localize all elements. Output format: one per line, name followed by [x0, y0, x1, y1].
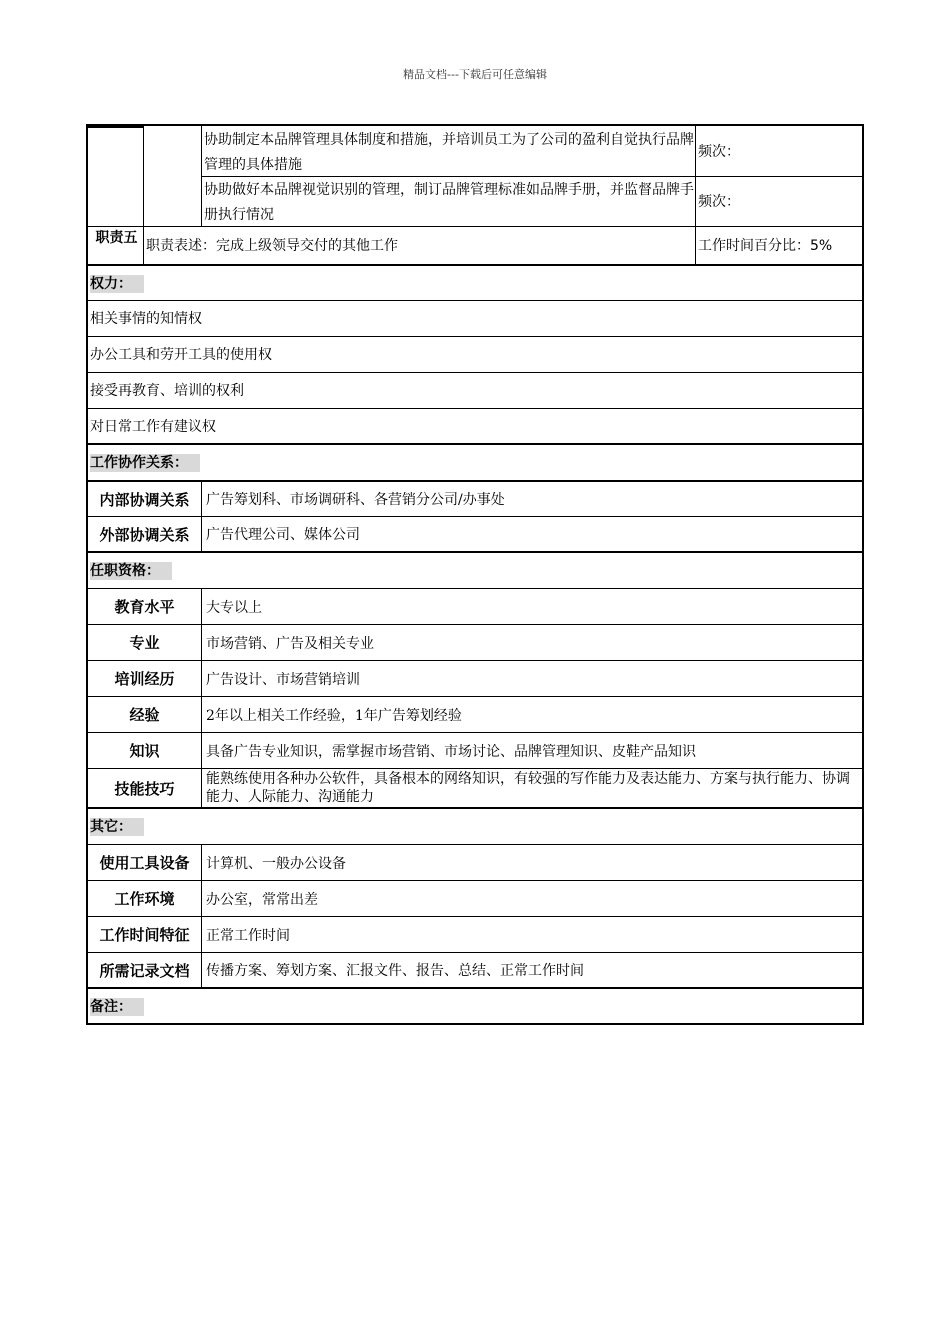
- section-title-other: 其它：: [90, 818, 144, 836]
- qualification-value: 市场营销、广告及相关专业: [206, 635, 374, 652]
- qualification-value: 大专以上: [206, 599, 262, 616]
- duty-row-text-2: 协助做好本品牌视觉识别的管理，制订品牌管理标准如品牌手册，并监督品牌手册执行情况: [204, 182, 694, 223]
- section-title-power: 权力：: [90, 275, 144, 293]
- other-row: [86, 845, 864, 881]
- other-label: 工作环境: [88, 881, 202, 916]
- section-title-notes: 备注：: [90, 998, 144, 1016]
- other-label: 使用工具设备: [88, 845, 202, 880]
- duty-row-freq-2: 频次：: [698, 194, 740, 210]
- relation-row: [86, 481, 864, 517]
- power-item: 接受再教育、培训的权利: [86, 373, 864, 409]
- other-value: 计算机、一般办公设备: [206, 855, 346, 872]
- section-notes: [86, 989, 864, 1025]
- duty-table-top: [86, 124, 864, 266]
- relation-label: 外部协调关系: [88, 517, 202, 551]
- qualification-label: 经验: [88, 697, 202, 732]
- qualification-label: 知识: [88, 733, 202, 768]
- qualification-value: 广告设计、市场营销培训: [206, 671, 360, 688]
- duty-5-label: 职责五: [95, 230, 138, 246]
- power-item: 相关事情的知情权: [86, 301, 864, 337]
- qualification-row: [86, 589, 864, 625]
- qualification-label: 专业: [88, 625, 202, 660]
- other-row: [86, 881, 864, 917]
- relation-value: 广告筹划科、市场调研科、各营销分公司/办事处: [206, 492, 505, 508]
- qualification-row: [86, 769, 864, 809]
- section-power: [86, 264, 864, 301]
- other-value: 办公室，常常出差: [206, 891, 318, 908]
- page-header: 精品文档---下载后可任意编辑: [403, 68, 547, 81]
- qualification-row: [86, 661, 864, 697]
- section-other: [86, 809, 864, 845]
- duty-5-description: 职责表述：完成上级领导交付的其他工作: [146, 238, 398, 254]
- qualification-label: 培训经历: [88, 661, 202, 696]
- other-value: 正常工作时间: [206, 927, 290, 944]
- duty-row-freq-1: 频次：: [698, 144, 740, 160]
- other-row: [86, 953, 864, 989]
- other-label: 工作时间特征: [88, 917, 202, 952]
- qualification-row: [86, 733, 864, 769]
- qualification-label: 教育水平: [88, 589, 202, 624]
- section-title-relations: 工作协作关系：: [90, 454, 200, 472]
- section-qualifications: [86, 553, 864, 589]
- relation-row: [86, 517, 864, 553]
- qualification-value: 2年以上相关工作经验，1年广告筹划经验: [206, 707, 462, 724]
- qualification-value: 具备广告专业知识，需掌握市场营销、市场讨论、品牌管理知识、皮鞋产品知识: [206, 743, 696, 760]
- other-label: 所需记录文档: [88, 953, 202, 987]
- duty-row-text-1: 协助制定本品牌管理具体制度和措施，并培训员工为了公司的盈利自觉执行品牌管理的具体措施: [204, 132, 694, 173]
- qualification-row: [86, 625, 864, 661]
- section-title-qualifications: 任职资格：: [90, 562, 172, 580]
- other-value: 传播方案、筹划方案、汇报文件、报告、总结、正常工作时间: [206, 963, 584, 979]
- other-row: [86, 917, 864, 953]
- duty-5-time-percent: 工作时间百分比：5%: [698, 238, 833, 254]
- power-item: 办公工具和劳开工具的使用权: [86, 337, 864, 373]
- qualification-label: 技能技巧: [88, 769, 202, 807]
- relation-label: 内部协调关系: [88, 482, 202, 516]
- qualification-row: [86, 697, 864, 733]
- qualification-value: 能熟练使用各种办公软件，具备根本的网络知识，有较强的写作能力及表达能力、方案与执行能力、协调能力、人际能力、沟通能力: [206, 771, 850, 805]
- relation-value: 广告代理公司、媒体公司: [206, 527, 360, 543]
- power-item: 对日常工作有建议权: [86, 409, 864, 445]
- section-relations: [86, 445, 864, 481]
- job-description-table: [86, 264, 864, 1025]
